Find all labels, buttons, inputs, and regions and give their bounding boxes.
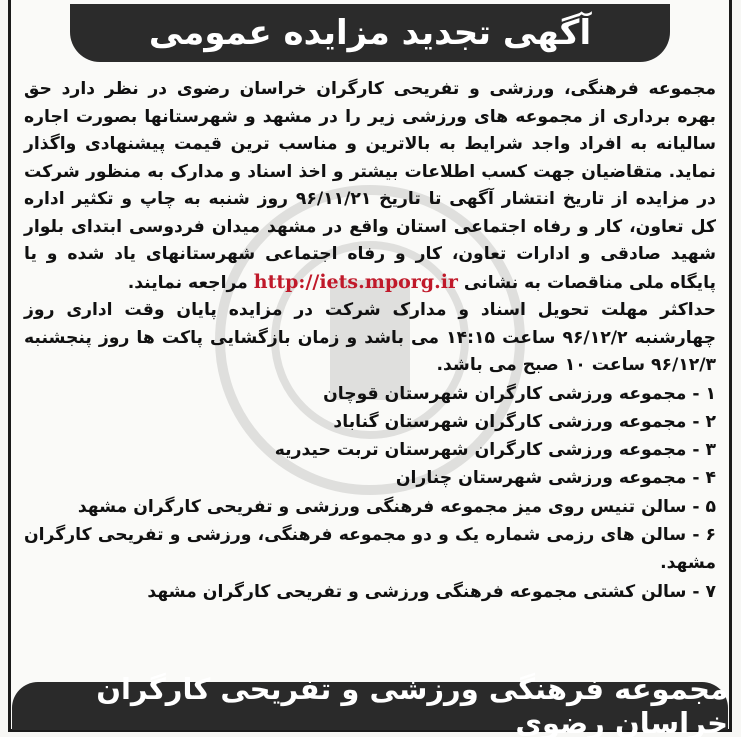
list-item-number: ۱ - <box>692 383 716 404</box>
list-item <box>24 436 716 464</box>
header <box>8 0 732 66</box>
list-item-text: سالن کشتی مجموعه فرهنگی ورزشی و تفریحی کارگران مشهد <box>147 581 687 602</box>
ad-title: آگهی تجدید مزایده عمومی <box>148 13 592 53</box>
intro-end: مراجعه نمایند. <box>127 272 254 293</box>
list-item-text: مجموعه ورزشی کارگران شهرستان قوچان <box>323 383 687 404</box>
footer <box>12 672 728 740</box>
list-item <box>24 493 716 521</box>
list-item-text: مجموعه ورزشی کارگران شهرستان گناباد <box>333 411 687 432</box>
intro-paragraph <box>24 76 716 297</box>
list-item-text: سالن های رزمی شماره یک و دو مجموعه فرهنگی، ورزشی و تفریحی کارگران مشهد. <box>24 524 716 574</box>
intro-text: در نظر دارد حق بهره برداری از مجموعه های ورزشی زیر را در مشهد و شهرستانها بصورت اجاره سالیانه به افراد واجد شرایط به بالاترین و مناسب ترین قیمت پیشنهادی واگذار نماید. متقاضیان جهت کسب اطلاعات بیشتر و اخذ اسناد و مدارک به منظور شرکت در مزایده از تاریخ انتشار آگهی تا تاریخ ۹۶/۱۱/۲۱ روز شنبه به چاپ و تکثیر اداره کل تعاون، کار و رفاه اجتماعی استان واقع در مشهد میدان فردوسی ابتدای بلوار شهید صادقی و ادارات تعاون، کار و رفاه اجتماعی شهرستانهای یاد شده و یا پایگاه ملی مناقصات به نشانی <box>24 79 716 293</box>
facility-list <box>24 380 716 606</box>
list-item-number: ۴ - <box>692 468 716 489</box>
list-item-number: ۲ - <box>692 411 716 432</box>
website-link[interactable]: http://iets.mporg.ir <box>253 270 458 293</box>
footer-organization: مجموعه فرهنگی ورزشی و تفریحی کارگران خراسان رضوی <box>96 672 728 740</box>
list-item <box>24 521 716 578</box>
deadline-paragraph: حداکثر مهلت تحویل اسناد و مدارک شرکت در مزایده پایان وقت اداری روز چهارشنبه ۹۶/۱۲/۲ ساعت ۱۴:۱۵ می باشد و زمان بازگشایی پاکت ها روز پنجشنبه ۹۶/۱۲/۳ ساعت ۱۰ صبح می باشد. <box>24 300 716 375</box>
ad-body <box>24 76 716 676</box>
list-item-text: مجموعه ورزشی کارگران شهرستان تربت حیدریه <box>274 440 687 461</box>
list-item-text: مجموعه ورزشی شهرستان چناران <box>395 468 687 489</box>
list-item-number: ۷ - <box>692 581 716 602</box>
list-item <box>24 578 716 606</box>
list-item <box>24 464 716 492</box>
list-item <box>24 408 716 436</box>
list-item-number: ۶ - <box>692 524 716 545</box>
list-item-number: ۳ - <box>692 440 716 461</box>
header-pill <box>70 4 670 62</box>
list-item-number: ۵ - <box>692 496 716 517</box>
list-item-text: سالن تنیس روی میز مجموعه فرهنگی ورزشی و تفریحی کارگران مشهد <box>77 496 687 517</box>
list-item <box>24 380 716 408</box>
organization-name: مجموعه فرهنگی، ورزشی و تفریحی کارگران خراسان رضوی <box>176 79 716 99</box>
